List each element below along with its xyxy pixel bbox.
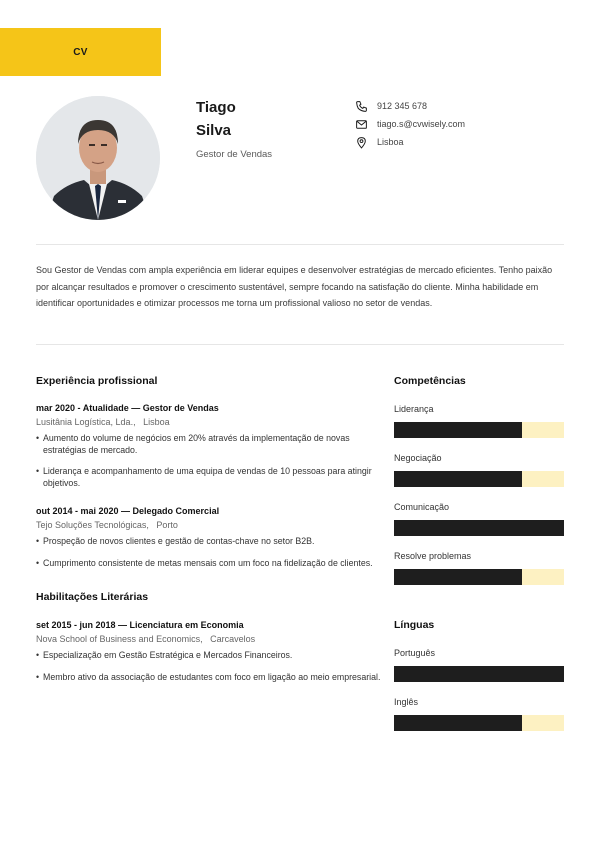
- education-entry-org: [36, 634, 381, 644]
- language-item: [394, 697, 564, 731]
- cv-tag: [0, 28, 161, 76]
- job-title: Gestor de Vendas: [196, 149, 273, 160]
- profile-photo-illustration: [36, 96, 160, 220]
- language-bar-fill: [394, 666, 564, 682]
- experience-entry: [36, 403, 381, 499]
- languages-section-title: Línguas: [394, 619, 435, 631]
- skill-item: [394, 404, 564, 438]
- first-name: Tiago: [196, 99, 236, 116]
- skill-item: [394, 453, 564, 487]
- experience-entry-org: [36, 520, 381, 530]
- skill-bar: [394, 520, 564, 536]
- education-bullets: [36, 650, 381, 683]
- mail-icon: [354, 117, 368, 131]
- full-name: [196, 96, 236, 142]
- experience-section-title: Experiência profissional: [36, 375, 158, 387]
- skill-bar-fill: [394, 569, 522, 585]
- last-name: Silva: [196, 122, 232, 139]
- location-value: Lisboa: [377, 137, 404, 147]
- divider-bottom: [36, 344, 564, 345]
- skills-section-title: Competências: [394, 375, 466, 387]
- company-name: Lusitânia Logística, Lda.,: [36, 417, 136, 427]
- company-name: Tejo Soluções Tecnológicas,: [36, 520, 149, 530]
- skill-item: [394, 502, 564, 536]
- skill-bar: [394, 422, 564, 438]
- cv-tag-label: CV: [73, 46, 88, 58]
- contact-location: [354, 133, 465, 151]
- experience-entry-org: [36, 417, 381, 427]
- email-value[interactable]: tiago.s@cvwisely.com: [377, 119, 465, 129]
- skill-bar-fill: [394, 422, 522, 438]
- phone-value[interactable]: 912 345 678: [377, 101, 428, 111]
- experience-entry-header: out 2014 - mai 2020 — Delegado Comercial: [36, 506, 220, 516]
- company-location: Porto: [156, 520, 178, 530]
- experience-bullets: [36, 433, 381, 489]
- divider-top: [36, 244, 564, 245]
- location-icon: [354, 135, 368, 149]
- language-bar: [394, 666, 564, 682]
- skill-label: Negociação: [394, 453, 442, 463]
- profile-photo: [36, 96, 160, 220]
- school-location: Carcavelos: [210, 634, 256, 644]
- skill-label: Resolve problemas: [394, 551, 472, 561]
- contact-email: [354, 115, 465, 133]
- bullet-item: • Prospeção de novos clientes e gestão de contas-chave no setor B2B.: [36, 536, 381, 548]
- education-entry: [36, 620, 381, 693]
- language-bar-fill: [394, 715, 522, 731]
- skill-label: Comunicação: [394, 502, 450, 512]
- language-label: Português: [394, 648, 436, 658]
- language-item: [394, 648, 564, 682]
- education-section-title: Habilitações Literárias: [36, 591, 149, 603]
- skill-bar: [394, 569, 564, 585]
- language-label: Inglês: [394, 697, 419, 707]
- contact-phone: [354, 97, 465, 115]
- skill-bar-fill: [394, 520, 564, 536]
- skill-label: Liderança: [394, 404, 434, 414]
- bullet-item: • Aumento do volume de negócios em 20% através da implementação de novas estratégias de mercado.: [36, 433, 381, 456]
- skill-bar-fill: [394, 471, 522, 487]
- bullet-item: • Especialização em Gestão Estratégica e Mercados Financeiros.: [36, 650, 381, 662]
- bullet-item: • Liderança e acompanhamento de uma equipa de vendas de 10 pessoas para atingir objetivos.: [36, 466, 381, 489]
- experience-entry: [36, 506, 381, 579]
- skill-item: [394, 551, 564, 585]
- contact-list: [354, 97, 465, 151]
- phone-icon: [354, 99, 368, 113]
- experience-bullets: [36, 536, 381, 569]
- language-bar: [394, 715, 564, 731]
- bullet-item: • Membro ativo da associação de estudantes com foco em ligação ao meio empresarial.: [36, 672, 381, 684]
- skill-bar: [394, 471, 564, 487]
- summary-text: Sou Gestor de Vendas com ampla experiência em liderar equipes e desenvolver estratégias de mercado eficientes. Tenho paixão por alcançar resultados e promover o crescimento sustentável, sempre focando na satisfação do cliente. Minha habilidade em identificar oportunidades e otimizar processos me torna um profissional valioso no setor de vendas.: [36, 265, 553, 308]
- experience-entry-header: mar 2020 - Atualidade — Gestor de Vendas: [36, 403, 219, 413]
- school-name: Nova School of Business and Economics,: [36, 634, 203, 644]
- company-location: Lisboa: [143, 417, 170, 427]
- education-entry-header: set 2015 - jun 2018 — Licenciatura em Economia: [36, 620, 244, 630]
- bullet-item: • Cumprimento consistente de metas mensais com um foco na fidelização de clientes.: [36, 558, 381, 570]
